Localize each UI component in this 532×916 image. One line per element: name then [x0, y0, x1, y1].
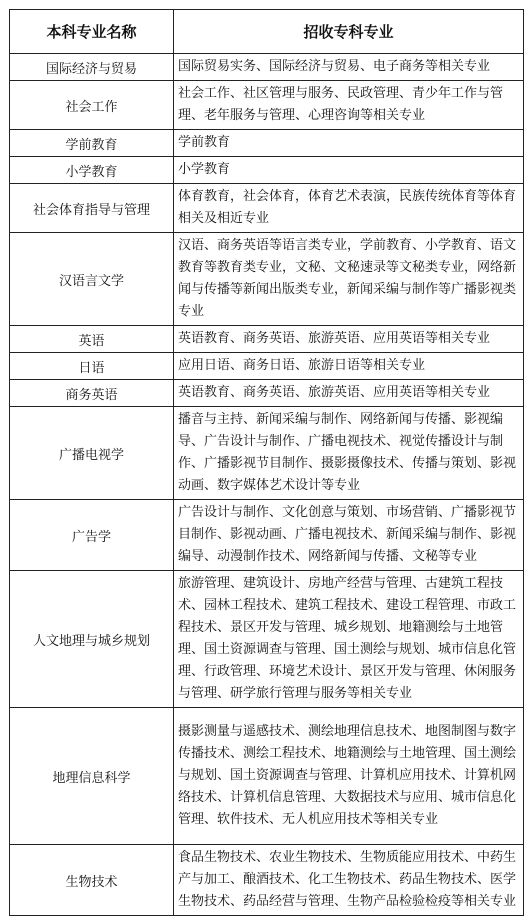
major-name-cell: 英语: [10, 326, 174, 353]
accepted-majors-cell: 应用日语、商务日语、旅游日语等相关专业: [174, 353, 524, 380]
major-name-cell: 广播电视学: [10, 407, 174, 500]
accepted-majors-cell: 英语教育、商务英语、旅游英语、应用英语等相关专业: [174, 326, 524, 353]
accepted-majors-cell: 旅游管理、建筑设计、房地产经营与管理、古建筑工程技术、园林工程技术、建筑工程技术、建设工程管理、市政工程技术、景区开发与管理、城乡规划、地籍测绘与土地管理、国土资源调查与管理、国土测绘与规划、城市信息化管理、行政管理、环境艺术设计、景区开发与管理、休闲服务与管理、研学旅行管理与服务等相关专业: [174, 571, 524, 708]
major-name-cell: 人文地理与城乡规划: [10, 571, 174, 708]
table-row: [10, 54, 524, 81]
major-name-cell: 国际经济与贸易: [10, 54, 174, 81]
major-name-cell: 生物技术: [10, 845, 174, 916]
major-name-cell: 小学教育: [10, 157, 174, 184]
table-row: [10, 130, 524, 157]
accepted-majors-cell: 学前教育: [174, 130, 524, 157]
major-name-cell: 商务英语: [10, 380, 174, 407]
table-row: [10, 326, 524, 353]
accepted-majors-cell: 播音与主持、新闻采编与制作、网络新闻与传播、影视编导、广告设计与制作、广播电视技术、视觉传播设计与制作、广播影视节目制作、摄影摄像技术、传播与策划、影视动画、数字媒体艺术设计等专业: [174, 407, 524, 500]
table-row: [10, 81, 524, 130]
accepted-majors-cell: 国际贸易实务、国际经济与贸易、电子商务等相关专业: [174, 54, 524, 81]
accepted-majors-cell: 摄影测量与遥感技术、测绘地理信息技术、地图制图与数字传播技术、测绘工程技术、地籍测绘与土地管理、国土测绘与规划、国土资源调查与管理、计算机应用技术、计算机网络技术、计算机信息管理、大数据技术与应用、城市信息化管理、软件技术、无人机应用技术等相关专业: [174, 708, 524, 845]
accepted-majors-cell: 广告设计与制作、文化创意与策划、市场营销、广播影视节目制作、影视动画、广播电视技术、新闻采编与制作、影视编导、动漫制作技术、网络新闻与传播、文秘等专业: [174, 500, 524, 571]
table-row: [10, 380, 524, 407]
major-name-cell: 地理信息科学: [10, 708, 174, 845]
table-body: [10, 54, 524, 916]
table-row: [10, 233, 524, 326]
table-row: [10, 845, 524, 916]
table-row: [10, 407, 524, 500]
accepted-majors-cell: 社会工作、社区管理与服务、民政管理、青少年工作与管理、老年服务与管理、心理咨询等相关专业: [174, 81, 524, 130]
header-row: [10, 10, 524, 54]
major-name-cell: 社会体育指导与管理: [10, 184, 174, 233]
accepted-majors-cell: 汉语、商务英语等语言类专业，学前教育、小学教育、语文教育等教育类专业，文秘、文秘速录等文秘类专业，网络新闻与传播等新闻出版类专业，新闻采编与制作等广播影视类专业: [174, 233, 524, 326]
major-name-cell: 社会工作: [10, 81, 174, 130]
table-header: [10, 10, 524, 54]
page-content: [9, 9, 523, 916]
table-row: [10, 157, 524, 184]
table-row: [10, 500, 524, 571]
major-name-cell: 汉语言文学: [10, 233, 174, 326]
accepted-majors-cell: 体育教育，社会体育，体育艺术表演，民族传统体育等体育相关及相近专业: [174, 184, 524, 233]
accepted-majors-cell: 小学教育: [174, 157, 524, 184]
table-row: [10, 184, 524, 233]
major-mapping-table: [9, 9, 524, 916]
major-name-cell: 学前教育: [10, 130, 174, 157]
accepted-majors-cell: 食品生物技术、农业生物技术、生物质能应用技术、中药生产与加工、酿酒技术、化工生物技术、药品生物技术、医学生物技术、药品经营与管理、生物产品检验检疫等相关专业: [174, 845, 524, 916]
major-name-cell: 广告学: [10, 500, 174, 571]
table-row: [10, 708, 524, 845]
header-accepted-college-majors: 招收专科专业: [174, 10, 524, 54]
table-row: [10, 353, 524, 380]
table-row: [10, 571, 524, 708]
accepted-majors-cell: 英语教育、商务英语、旅游英语、应用英语等相关专业: [174, 380, 524, 407]
header-undergraduate-major: 本科专业名称: [10, 10, 174, 54]
major-name-cell: 日语: [10, 353, 174, 380]
